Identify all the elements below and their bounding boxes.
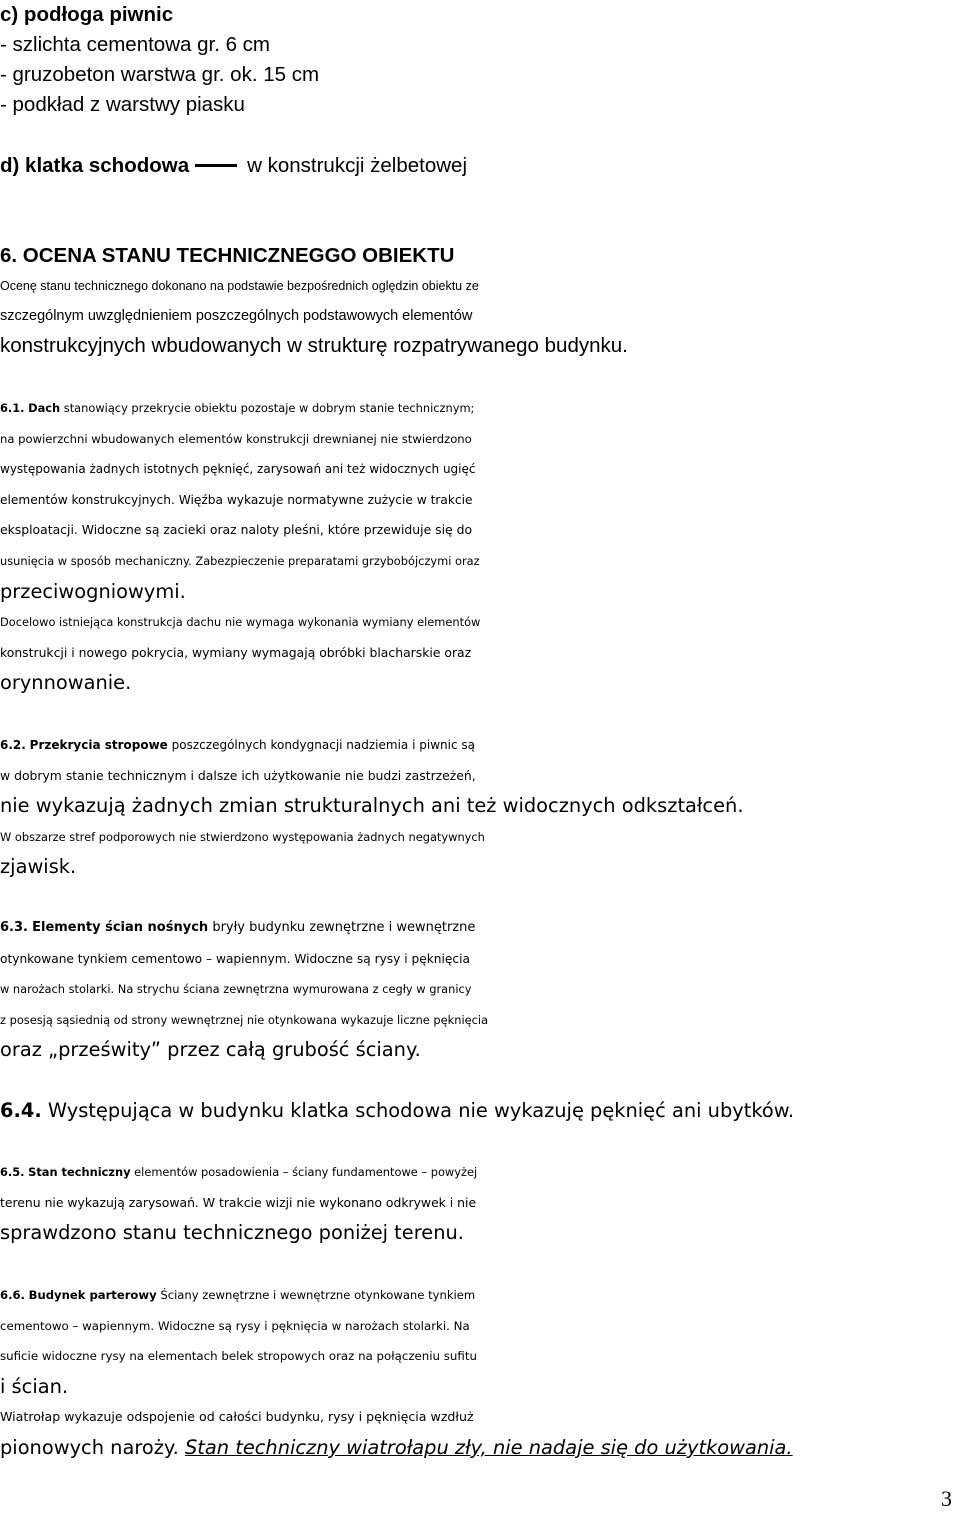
paragraph-line: orynnowanie. [0,671,132,695]
section-6-5 [0,1157,955,1249]
section-6-4-number: 6.4. [0,1099,42,1122]
paragraph-line: na powierzchni wbudowanych elementów konstrukcji drewnianej nie stwierdzono [0,431,472,446]
section-6-2-number: 6.2. [0,738,26,752]
paragraph-line: szczególnym uwzględnieniem poszczególnych podstawowych elementów [0,308,473,324]
paragraph-line: poszczególnych kondygnacji nadziemia i piwnic są [171,738,475,752]
paragraph-line: otynkowane tynkiem cementowo – wapiennym. Widoczne są rysy i pęknięcia [0,951,470,966]
section-6-1 [0,393,955,699]
paragraph-line: elementów konstrukcyjnych. Więźba wykazuje normatywne zużycie w trakcie [0,492,473,507]
paragraph-line: przeciwogniowymi. [0,579,186,603]
paragraph-line: terenu nie wykazują zarysowań. W trakcie wizji nie wykonano odkrywek i nie [0,1194,477,1210]
section-6-3-number: 6.3. [0,920,28,935]
section-d-text: w konstrukcji żelbetowej [247,154,468,177]
section-6-1-number: 6.1. [0,401,25,415]
section-6-3 [0,913,955,1066]
section-6-6-number: 6.6. [0,1288,25,1302]
paragraph-line: eksploatacji. Widoczne są zacieki oraz naloty pleśni, które przewiduje się do [0,522,473,538]
paragraph-line: Ocenę stanu technicznego dokonano na podstawie bezpośrednich oględzin obiektu ze [0,279,479,293]
paragraph-line: W obszarze stref podporowych nie stwierdzono występowania żadnych negatywnych [0,829,485,844]
section-6-5-number: 6.5. [0,1165,25,1179]
section-6-3-title: Elementy ścian nośnych [32,920,209,935]
section-6-2 [0,730,955,883]
paragraph-line: występowania żadnych istotnych pęknięć, zarysowań ani też widocznych ugięć [0,462,476,477]
paragraph-line: usunięcia w sposób mechaniczny. Zabezpieczenie preparatami grzybobójczymi oraz [0,553,480,568]
underlined-conclusion: Stan techniczny wiatrołapu zły, nie nadaje się do użytkowania. [184,1435,793,1459]
paragraph-line: sprawdzono stanu technicznego poniżej terenu. [0,1221,464,1245]
section-6 [0,241,955,361]
section-c-heading: c) podłoga piwnic [0,3,174,26]
section-c [0,0,955,120]
section-6-1-title: Dach [28,401,61,415]
paragraph-line: w narożach stolarki. Na strychu ściana zewnętrzna wymurowana z cegły w granicy [0,982,472,997]
section-c-item: - szlichta cementowa gr. 6 cm [0,33,271,56]
section-6-5-title: Stan techniczny [28,1165,131,1179]
dash-glyph [195,164,237,167]
section-6-2-title: Przekrycia stropowe [29,738,168,752]
paragraph-line: pionowych naroży. [0,1435,179,1459]
paragraph-line: Występująca w budynku klatka schodowa nie wykazuję pęknięć ani ubytków. [47,1099,794,1122]
section-6-6-title: Budynek parterowy [28,1288,157,1302]
paragraph-line: zjawisk. [0,855,77,879]
page-number: 3 [941,1486,952,1511]
paragraph-line: i ścian. [0,1374,69,1398]
section-6-heading: 6. OCENA STANU TECHNICZNEGGO OBIEKTU [0,244,455,267]
paragraph-line: konstrukcji i nowego pokrycia, wymiany wymagają obróbki blacharskie oraz [0,644,472,660]
section-d-heading: d) klatka schodowa [0,154,190,177]
paragraph-line: bryły budynku zewnętrzne i wewnętrzne [212,920,476,935]
section-6-4 [0,1096,955,1127]
paragraph-line: cementowo – wapiennym. Widoczne są rysy i pęknięcia w narożach stolarki. Na [0,1318,470,1333]
paragraph-line: z posesją sąsiednią od strony wewnętrznej nie otynkowana wykazuje liczne pęknięcia [0,1012,489,1027]
paragraph-line: Docelowo istniejąca konstrukcja dachu nie wymaga wykonania wymiany elementów [0,615,481,630]
section-d [0,151,955,181]
paragraph-line: konstrukcyjnych wbudowanych w strukturę rozpatrywanego budynku. [0,334,628,357]
paragraph-line: stanowiący przekrycie obiektu pozostaje w dobrym stanie technicznym; [63,401,475,415]
paragraph-line: nie wykazują żadnych zmian strukturalnych ani też widocznych odkształceń. [0,794,744,818]
section-c-item: - podkład z warstwy piasku [0,93,245,116]
section-6-6 [0,1280,955,1464]
paragraph-line: elementów posadowienia – ściany fundamentowe – powyżej [134,1165,478,1179]
section-c-item: - gruzobeton warstwa gr. ok. 15 cm [0,63,320,86]
paragraph-line: w dobrym stanie technicznym i dalsze ich użytkowanie nie budzi zastrzeżeń, [0,767,476,783]
paragraph-line: suficie widoczne rysy na elementach belek stropowych oraz na połączeniu sufitu [0,1349,477,1364]
paragraph-line: Wiatrołap wykazuje odspojenie od całości budynku, rysy i pęknięcia wzdłuż [0,1409,474,1425]
paragraph-line: oraz „prześwity” przez całą grubość ściany. [0,1038,421,1062]
paragraph-line: Ściany zewnętrzne i wewnętrzne otynkowane tynkiem [160,1288,476,1302]
